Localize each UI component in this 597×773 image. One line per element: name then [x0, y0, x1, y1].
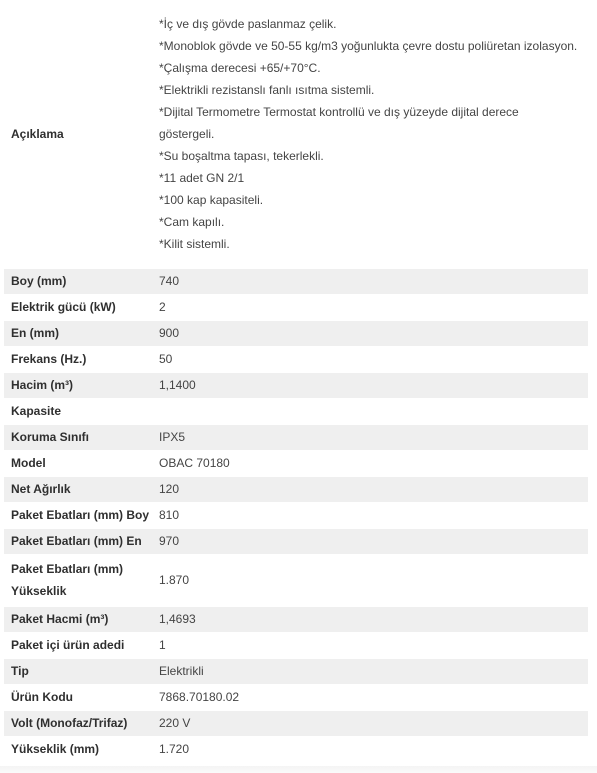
spec-value: 1.870: [159, 554, 588, 606]
description-line: *İç ve dış gövde paslanmaz çelik.: [159, 16, 337, 31]
spec-value: 120: [159, 476, 588, 502]
spec-label: Boy (mm): [4, 268, 159, 294]
spec-value: 50: [159, 346, 588, 372]
spec-row: [4, 398, 588, 424]
spec-value: 970: [159, 528, 588, 554]
description-line: *11 adet GN 2/1: [159, 170, 245, 185]
description-label: Açıklama: [4, 0, 159, 268]
spec-value: 810: [159, 502, 588, 528]
spec-row: [4, 424, 588, 450]
spec-label: Kapasite: [4, 398, 159, 424]
description-line: *Elektrikli rezistanslı fanlı ısıtma sistemli.: [159, 82, 375, 97]
spec-row: [4, 554, 588, 606]
spec-label: Paket içi ürün adedi: [4, 632, 159, 658]
spec-row: [4, 658, 588, 684]
description-row: [4, 0, 588, 268]
description-line: *Cam kapılı.: [159, 214, 225, 229]
description-line: *100 kap kapasiteli.: [159, 192, 264, 207]
description-line: *Monoblok gövde ve 50-55 kg/m3 yoğunlukta çevre dostu poliüretan izolasyon.: [159, 38, 578, 53]
spec-row: [4, 502, 588, 528]
spec-value: 1.720: [159, 736, 588, 762]
spec-row: [4, 736, 588, 762]
spec-label: Koruma Sınıfı: [4, 424, 159, 450]
spec-row: [4, 450, 588, 476]
bottom-divider: [0, 766, 597, 773]
description-value: [159, 0, 588, 268]
spec-value: 740: [159, 268, 588, 294]
spec-label: Hacim (m³): [4, 372, 159, 398]
spec-label: Paket Ebatları (mm) Boy: [4, 502, 159, 528]
spec-label: Model: [4, 450, 159, 476]
spec-label: Paket Ebatları (mm) En: [4, 528, 159, 554]
spec-row: [4, 684, 588, 710]
spec-value: Elektrikli: [159, 658, 588, 684]
spec-row: [4, 606, 588, 632]
spec-label: Paket Hacmi (m³): [4, 606, 159, 632]
spec-row: [4, 710, 588, 736]
spec-label: [4, 554, 159, 606]
spec-value: IPX5: [159, 424, 588, 450]
spec-label: Elektrik gücü (kW): [4, 294, 159, 320]
spec-row: [4, 372, 588, 398]
spec-value: 7868.70180.02: [159, 684, 588, 710]
spec-label: Volt (Monofaz/Trifaz): [4, 710, 159, 736]
description-line: *Çalışma derecesi +65/+70°C.: [159, 60, 321, 75]
spec-label: Frekans (Hz.): [4, 346, 159, 372]
spec-value: 220 V: [159, 710, 588, 736]
spec-value: 1,1400: [159, 372, 588, 398]
spec-row: [4, 294, 588, 320]
spec-value: 1: [159, 632, 588, 658]
spec-value: OBAC 70180: [159, 450, 588, 476]
description-line: *Su boşaltma tapası, tekerlekli.: [159, 148, 324, 163]
spec-label: Ürün Kodu: [4, 684, 159, 710]
spec-label: Tip: [4, 658, 159, 684]
spec-row: [4, 320, 588, 346]
spec-value: 2: [159, 294, 588, 320]
spec-row: [4, 528, 588, 554]
description-line: *Dijital Termometre Termostat kontrollü ve dış yüzeyde dijital derece: [159, 104, 519, 119]
spec-value: [159, 398, 588, 424]
product-spec-table: [4, 0, 588, 763]
description-list: [159, 13, 588, 255]
spec-label-line: Paket Ebatları (mm): [11, 562, 124, 576]
description-line: göstergeli.: [159, 126, 215, 141]
spec-label: En (mm): [4, 320, 159, 346]
description-line: *Kilit sistemli.: [159, 236, 230, 251]
spec-label-line: Yükseklik: [11, 584, 67, 598]
spec-label: Net Ağırlık: [4, 476, 159, 502]
spec-row: [4, 632, 588, 658]
spec-row: [4, 268, 588, 294]
spec-row: [4, 346, 588, 372]
spec-label: Yükseklik (mm): [4, 736, 159, 762]
spec-value: 900: [159, 320, 588, 346]
spec-row: [4, 476, 588, 502]
spec-value: 1,4693: [159, 606, 588, 632]
